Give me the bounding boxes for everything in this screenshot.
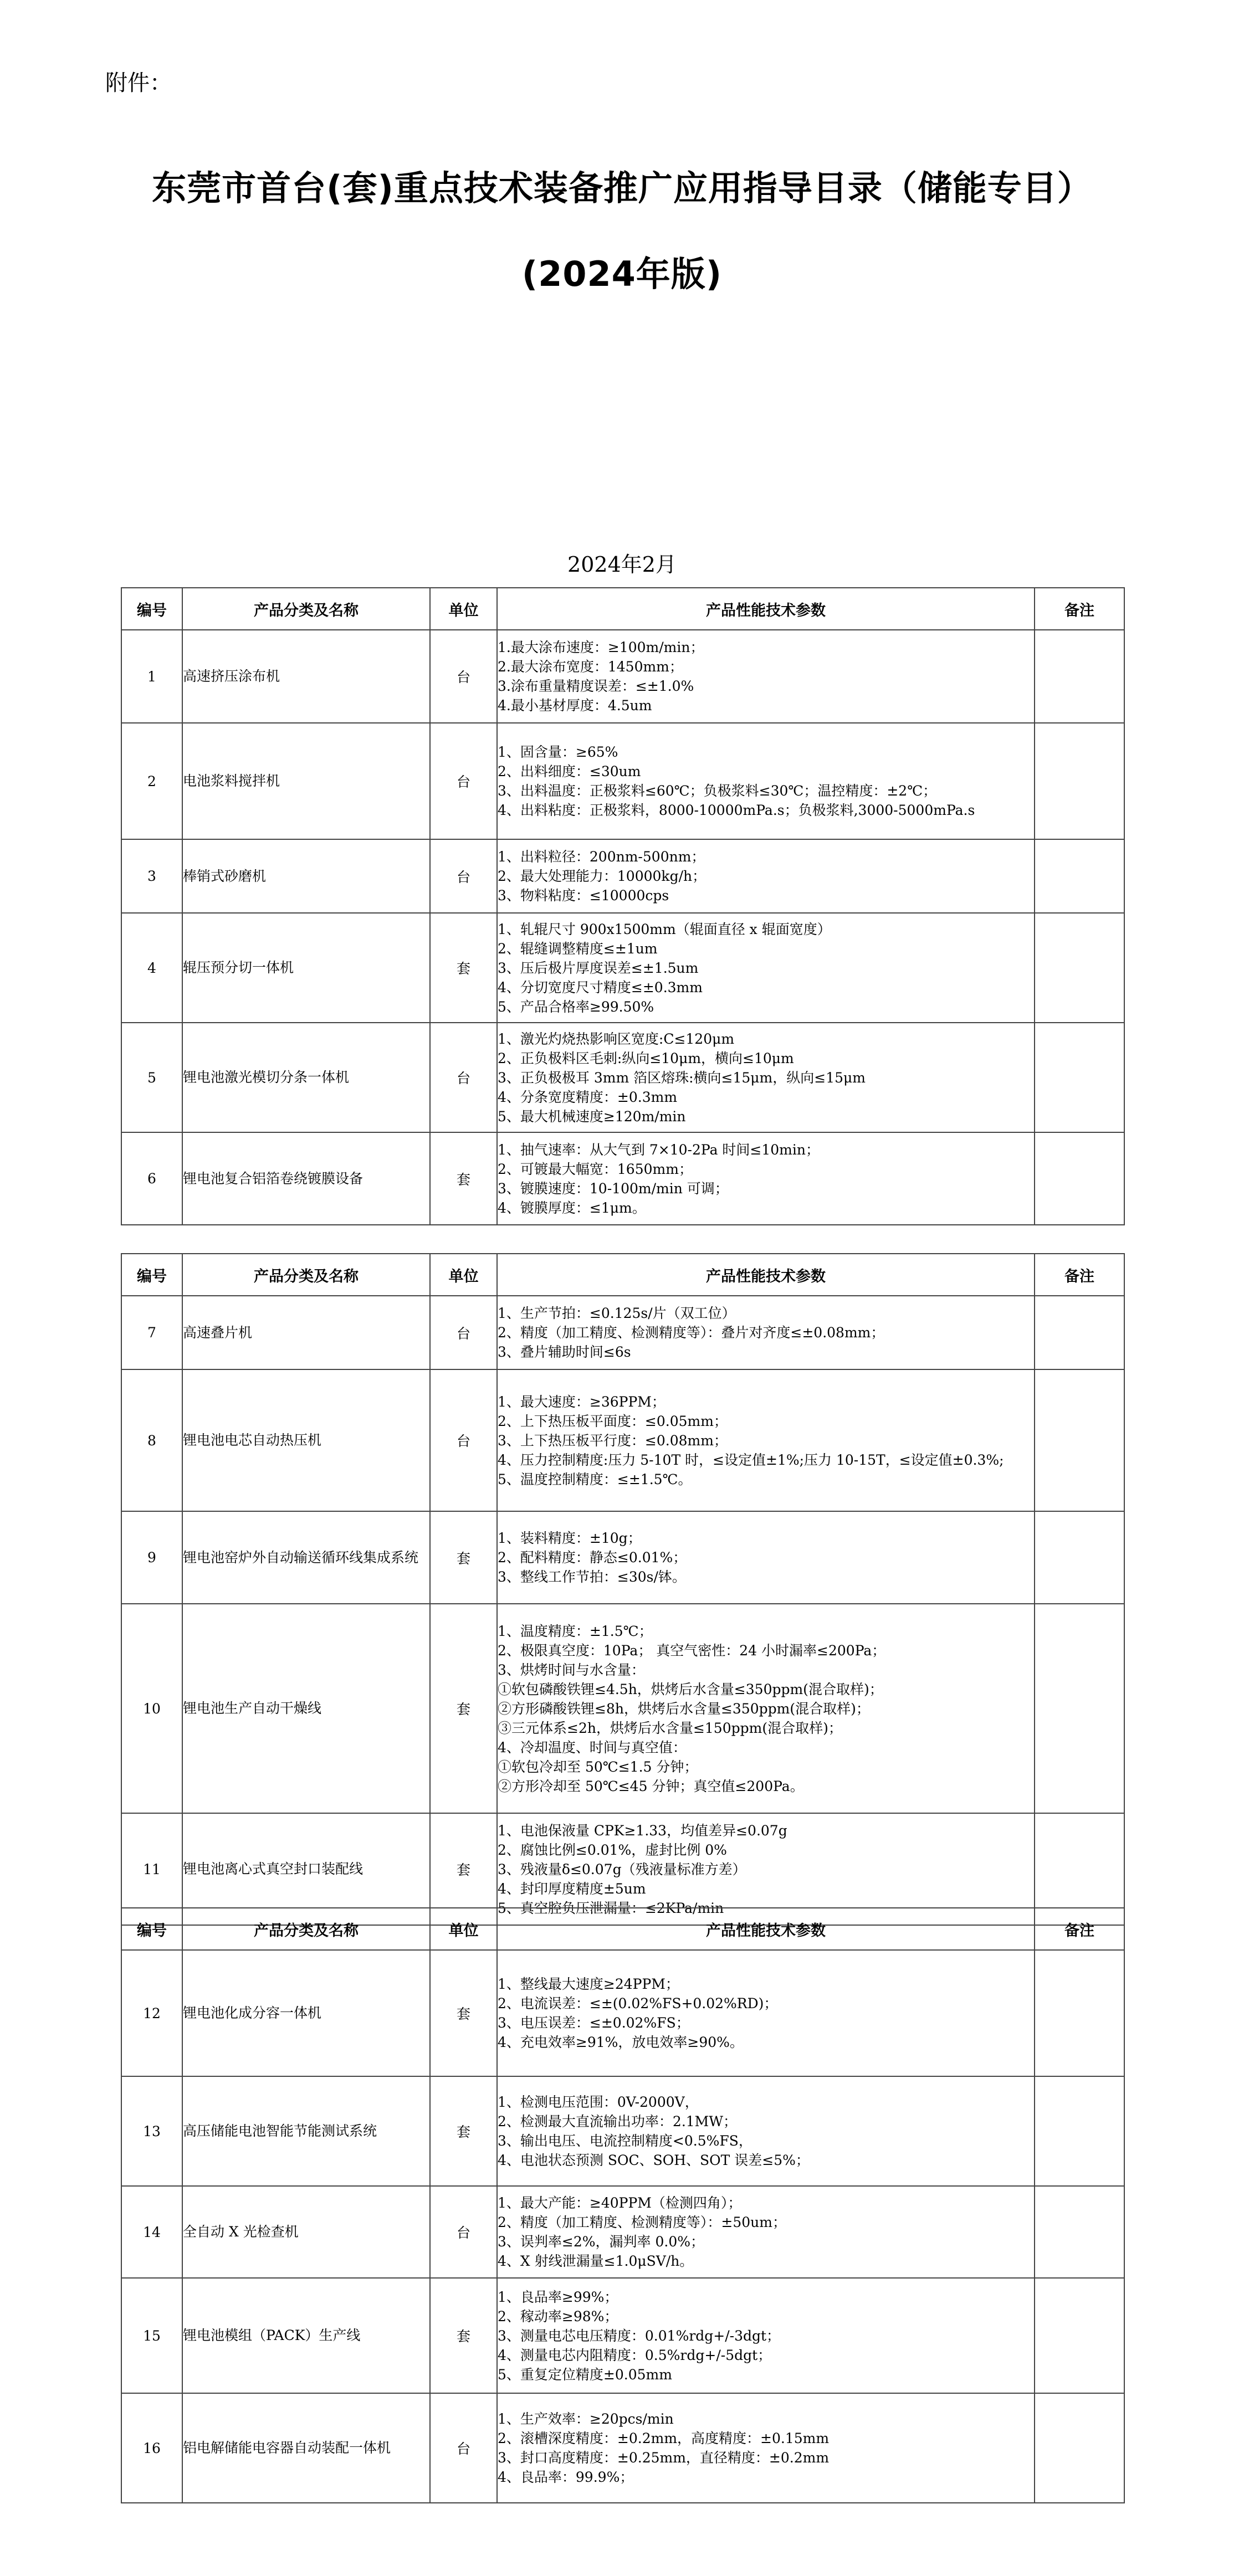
performance-parameters (497, 2076, 1035, 2186)
remarks (1035, 2278, 1124, 2393)
spec-table-2 (121, 1253, 1125, 1926)
item-number: 13 (121, 2076, 182, 2186)
unit: 套 (430, 2278, 497, 2393)
remarks (1035, 2076, 1124, 2186)
parameter-line: 2、配料精度：静态≤0.01%； (498, 1549, 687, 1566)
parameter-line: 3、电压误差：≤±0.02%FS； (498, 2015, 690, 2031)
product-name: 电池浆料搅拌机 (182, 723, 430, 839)
parameter-line: 3、压后极片厚度误差≤±1.5um (498, 959, 699, 976)
parameter-line: 4、压力控制精度:压力 5-10T 时，≤设定值±1%;压力 10-15T，≤设定值±0.3%; (498, 1451, 1004, 1468)
parameter-line: 1、温度精度：±1.5℃； (498, 1623, 653, 1639)
parameter-line: 3、残液量δ≤0.07g（残液量标准方差） (498, 1861, 746, 1877)
product-name: 高压储能电池智能节能测试系统 (182, 2076, 430, 2186)
unit: 台 (430, 1023, 497, 1132)
unit: 套 (430, 913, 497, 1023)
product-name: 铝电解储能电容器自动装配一体机 (182, 2393, 430, 2503)
parameter-line: 3、物料粘度：≤10000cps (498, 887, 669, 904)
parameter-line: 3、叠片辅助时间≤6s (498, 1344, 631, 1360)
remarks (1035, 1296, 1124, 1369)
parameter-line: 3、整线工作节拍：≤30s/钵。 (498, 1569, 686, 1585)
document-title: 东莞市首台(套)重点技术装备推广应用指导目录（储能专目） (152, 168, 1092, 208)
unit: 套 (430, 2076, 497, 2186)
parameter-line: 2、腐蚀比例≤0.01%，虚封比例 0% (498, 1841, 727, 1858)
parameter-line: ②方形冷却至 50℃≤45 分钟；真空值≤200Pa。 (498, 1778, 804, 1794)
table-row (121, 1511, 1124, 1604)
header-parameters: 产品性能技术参数 (497, 588, 1035, 630)
performance-parameters (497, 839, 1035, 913)
performance-parameters (497, 630, 1035, 723)
product-name: 辊压预分切一体机 (182, 913, 430, 1023)
parameter-line: 2、精度（加工精度、检测精度等）：叠片对齐度≤±0.08mm； (498, 1325, 885, 1341)
table-header-row (121, 1254, 1124, 1296)
product-name: 锂电池激光模切分条一体机 (182, 1023, 430, 1132)
unit: 台 (430, 839, 497, 913)
parameter-line: 5、最大机械速度≥120m/min (498, 1108, 686, 1125)
unit: 套 (430, 1813, 497, 1925)
parameter-line: 2、正负极料区毛刺:纵向≤10μm，横向≤10μm (498, 1050, 794, 1066)
table-row (121, 2186, 1124, 2278)
parameter-line: 2、上下热压板平面度：≤0.05mm； (498, 1413, 728, 1429)
parameter-line: 4.最小基材厚度：4.5um (498, 697, 652, 714)
document-subtitle-year: (2024年版) (521, 254, 723, 294)
product-name: 高速叠片机 (182, 1296, 430, 1369)
parameter-line: 3.涂布重量精度误差：≤±1.0% (498, 678, 694, 694)
parameter-line: ①软包冷却至 50℃≤1.5 分钟； (498, 1758, 698, 1775)
unit: 台 (430, 630, 497, 723)
parameter-line: 2.最大涂布宽度：1450mm； (498, 659, 683, 675)
parameter-line: 4、电池状态预测 SOC、SOH、SOT 误差≤5%； (498, 2152, 810, 2168)
remarks (1035, 630, 1124, 723)
parameter-line: 1、整线最大速度≥24PPM； (498, 1976, 679, 1992)
header-remarks: 备注 (1035, 588, 1124, 630)
item-number: 5 (121, 1023, 182, 1132)
remarks (1035, 2393, 1124, 2503)
parameter-line: 3、误判率≤2%，漏判率 0.0%； (498, 2234, 704, 2250)
table-header-row (121, 1908, 1124, 1950)
parameter-line: 4、分切宽度尺寸精度≤±0.3mm (498, 979, 703, 995)
header-number: 编号 (121, 588, 182, 630)
product-name: 高速挤压涂布机 (182, 630, 430, 723)
parameter-line: 2、滚槽深度精度：±0.2mm，高度精度：±0.15mm (498, 2430, 830, 2446)
remarks (1035, 1511, 1124, 1604)
performance-parameters (497, 1511, 1035, 1604)
parameter-line: 3、烘烤时间与水含量： (498, 1661, 645, 1678)
unit: 套 (430, 1950, 497, 2076)
header-parameters: 产品性能技术参数 (497, 1254, 1035, 1296)
item-number: 12 (121, 1950, 182, 2076)
parameter-line: 2、精度（加工精度、检测精度等）：±50um； (498, 2214, 786, 2230)
header-number: 编号 (121, 1254, 182, 1296)
table-row (121, 630, 1124, 723)
performance-parameters (497, 1950, 1035, 2076)
parameter-line: ②方形磷酸铁锂≤8h，烘烤后水含量≤350ppm(混合取样)； (498, 1700, 870, 1717)
product-name: 锂电池生产自动干燥线 (182, 1604, 430, 1813)
table-row (121, 1369, 1124, 1511)
remarks (1035, 839, 1124, 913)
header-product-name: 产品分类及名称 (182, 1254, 430, 1296)
item-number: 14 (121, 2186, 182, 2278)
parameter-line: 3、上下热压板平行度：≤0.08mm； (498, 1432, 728, 1449)
parameter-line: 4、良品率：99.9%； (498, 2469, 634, 2485)
performance-parameters (497, 1132, 1035, 1225)
table-row (121, 2393, 1124, 2503)
parameter-line: 3、正负极极耳 3mm 箔区熔珠:横向≤15μm，纵向≤15μm (498, 1069, 866, 1086)
table-row (121, 1132, 1124, 1225)
product-name: 锂电池复合铝箔卷绕镀膜设备 (182, 1132, 430, 1225)
table-row (121, 2278, 1124, 2393)
remarks (1035, 913, 1124, 1023)
item-number: 4 (121, 913, 182, 1023)
table-header-row (121, 588, 1124, 630)
unit: 套 (430, 1511, 497, 1604)
parameter-line: 2、可镀最大幅宽：1650mm； (498, 1161, 693, 1177)
table-row (121, 913, 1124, 1023)
parameter-line: 2、检测最大直流输出功率：2.1MW； (498, 2113, 737, 2129)
table-row (121, 839, 1124, 913)
parameter-line: 5、温度控制精度：≤±1.5℃。 (498, 1471, 692, 1487)
performance-parameters (497, 1023, 1035, 1132)
parameter-line: 3、镀膜速度：10-100m/min 可调； (498, 1180, 729, 1197)
header-unit: 单位 (430, 588, 497, 630)
parameter-line: 1、检测电压范围：0V-2000V， (498, 2094, 699, 2110)
item-number: 3 (121, 839, 182, 913)
parameter-line: 4、测量电芯内阻精度：0.5%rdg+/-5dgt； (498, 2347, 772, 2363)
table-row (121, 2076, 1124, 2186)
parameter-line: 3、封口高度精度：±0.25mm，直径精度：±0.2mm (498, 2450, 830, 2466)
table-row (121, 1023, 1124, 1132)
performance-parameters (497, 1369, 1035, 1511)
parameter-line: 3、测量电芯电压精度：0.01%rdg+/-3dgt； (498, 2327, 781, 2344)
item-number: 9 (121, 1511, 182, 1604)
header-remarks: 备注 (1035, 1908, 1124, 1950)
parameter-line: 3、输出电压、电流控制精度<0.5%FS， (498, 2133, 752, 2149)
product-name: 棒销式砂磨机 (182, 839, 430, 913)
table-row (121, 1950, 1124, 2076)
remarks (1035, 1023, 1124, 1132)
parameter-line: 4、充电效率≥91%，放电效率≥90%。 (498, 2034, 744, 2050)
unit: 台 (430, 1296, 497, 1369)
parameter-line: 4、出料粘度：正极浆料，8000-10000mPa.s；负极浆料,3000-5000mPa.s (498, 802, 975, 818)
spec-table-1 (121, 587, 1125, 1225)
parameter-line: ③三元体系≤2h，烘烤后水含量≤150ppm(混合取样)； (498, 1720, 842, 1736)
parameter-line: 2、最大处理能力：10000kg/h； (498, 868, 707, 884)
performance-parameters (497, 2393, 1035, 2503)
parameter-line: 4、X 射线泄漏量≤1.0μSV/h。 (498, 2253, 694, 2269)
performance-parameters (497, 913, 1035, 1023)
parameter-line: 1、出料粒径：200nm-500nm； (498, 849, 705, 865)
product-name: 锂电池电芯自动热压机 (182, 1369, 430, 1511)
performance-parameters (497, 723, 1035, 839)
parameter-line: 1、激光灼烧热影响区宽度:C≤120μm (498, 1030, 735, 1047)
header-product-name: 产品分类及名称 (182, 588, 430, 630)
spec-table-3 (121, 1907, 1125, 2503)
product-name: 锂电池窑炉外自动输送循环线集成系统 (182, 1511, 430, 1604)
parameter-line: 1、电池保液量 CPK≥1.33，均值差异≤0.07g (498, 1822, 787, 1839)
header-unit: 单位 (430, 1254, 497, 1296)
remarks (1035, 1132, 1124, 1225)
parameter-line: 4、封印厚度精度±5um (498, 1880, 646, 1897)
item-number: 16 (121, 2393, 182, 2503)
item-number: 7 (121, 1296, 182, 1369)
parameter-line: ①软包磷酸铁锂≤4.5h，烘烤后水含量≤350ppm(混合取样)； (498, 1681, 883, 1697)
parameter-line: 2、电流误差：≤±(0.02%FS+0.02%RD)； (498, 1995, 778, 2011)
parameter-line: 1、良品率≥99%； (498, 2288, 618, 2305)
unit: 套 (430, 1604, 497, 1813)
parameter-line: 2、辊缝调整精度≤±1um (498, 940, 658, 957)
performance-parameters (497, 1604, 1035, 1813)
parameter-line: 5、重复定位精度±0.05mm (498, 2366, 672, 2383)
header-parameters: 产品性能技术参数 (497, 1908, 1035, 1950)
parameter-line: 2、出料细度：≤30um (498, 763, 641, 779)
header-remarks: 备注 (1035, 1254, 1124, 1296)
remarks (1035, 1369, 1124, 1511)
parameter-line: 2、稼动率≥98%； (498, 2308, 618, 2324)
product-name: 锂电池模组（PACK）生产线 (182, 2278, 430, 2393)
parameter-line: 5、真空腔负压泄漏量：≤2KPa/min (498, 1900, 724, 1916)
parameter-line: 1.最大涂布速度：≥100m/min； (498, 639, 704, 655)
unit: 台 (430, 2393, 497, 2503)
unit: 套 (430, 1132, 497, 1225)
product-name: 锂电池化成分容一体机 (182, 1950, 430, 2076)
parameter-line: 1、装料精度：±10g； (498, 1530, 642, 1546)
unit: 台 (430, 2186, 497, 2278)
parameter-line: 5、产品合格率≥99.50% (498, 998, 654, 1015)
item-number: 8 (121, 1369, 182, 1511)
attachment-label: 附件： (105, 70, 172, 96)
product-name: 锂电池离心式真空封口装配线 (182, 1813, 430, 1925)
parameter-line: 1、生产节拍：≤0.125s/片（双工位） (498, 1305, 736, 1321)
parameter-line: 3、出料温度：正极浆料≤60℃；负极浆料≤30℃；温控精度：±2℃； (498, 783, 937, 799)
parameter-line: 1、最大产能：≥40PPM（检测四角）； (498, 2195, 742, 2211)
performance-parameters (497, 2278, 1035, 2393)
parameter-line: 4、镀膜厚度：≤1μm。 (498, 1199, 646, 1216)
item-number: 6 (121, 1132, 182, 1225)
table-row (121, 1296, 1124, 1369)
item-number: 11 (121, 1813, 182, 1925)
performance-parameters (497, 1296, 1035, 1369)
performance-parameters (497, 2186, 1035, 2278)
header-unit: 单位 (430, 1908, 497, 1950)
document-date: 2024年2月 (567, 552, 677, 577)
remarks (1035, 723, 1124, 839)
product-name: 全自动 X 光检查机 (182, 2186, 430, 2278)
item-number: 1 (121, 630, 182, 723)
remarks (1035, 1604, 1124, 1813)
header-product-name: 产品分类及名称 (182, 1908, 430, 1950)
remarks (1035, 2186, 1124, 2278)
parameter-line: 1、轧辊尺寸 900x1500mm（辊面直径 x 辊面宽度） (498, 921, 831, 937)
parameter-line: 1、固含量：≥65% (498, 744, 618, 760)
header-number: 编号 (121, 1908, 182, 1950)
parameter-line: 1、生产效率：≥20pcs/min (498, 2411, 674, 2427)
item-number: 10 (121, 1604, 182, 1813)
table-row (121, 723, 1124, 839)
parameter-line: 2、极限真空度：10Pa； 真空气密性：24 小时漏率≤200Pa； (498, 1642, 886, 1659)
remarks (1035, 1950, 1124, 2076)
item-number: 2 (121, 723, 182, 839)
unit: 台 (430, 723, 497, 839)
parameter-line: 4、分条宽度精度：±0.3mm (498, 1089, 678, 1105)
parameter-line: 1、抽气速率：从大气到 7×10-2Pa 时间≤10min； (498, 1141, 820, 1158)
table-row (121, 1604, 1124, 1813)
parameter-line: 1、最大速度：≥36PPM； (498, 1393, 665, 1410)
unit: 台 (430, 1369, 497, 1511)
parameter-line: 4、冷却温度、时间与真空值： (498, 1739, 687, 1756)
item-number: 15 (121, 2278, 182, 2393)
